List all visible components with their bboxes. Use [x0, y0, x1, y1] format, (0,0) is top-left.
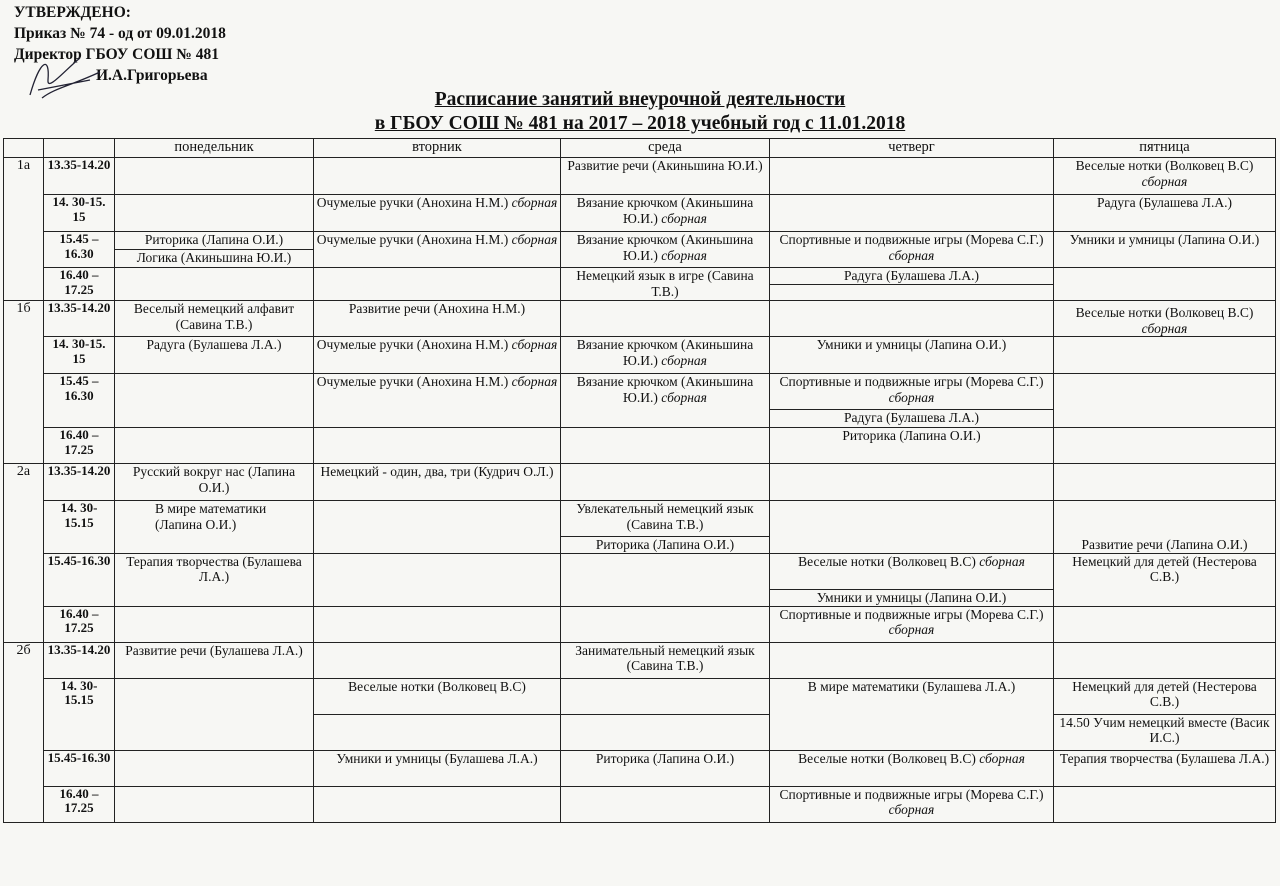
- schedule-table: [3, 138, 1276, 823]
- schedule-cell: [561, 301, 770, 337]
- schedule-cell: [314, 606, 561, 642]
- schedule-cell: Логика (Акиньшина Ю.И.): [115, 250, 314, 268]
- schedule-cell: [115, 606, 314, 642]
- schedule-cell: [561, 464, 770, 501]
- note-sbornaya: сборная: [888, 802, 935, 817]
- schedule-cell: Немецкий для детей (Нестерова С.В.): [1054, 553, 1276, 606]
- time-cell: 16.40 – 17.25: [44, 428, 115, 464]
- header-grade: [4, 139, 44, 158]
- time-cell: 15.45 – 16.30: [44, 374, 115, 428]
- table-row: [4, 553, 1276, 589]
- schedule-cell: Риторика (Лапина О.И.): [561, 750, 770, 786]
- header-time: [44, 139, 115, 158]
- schedule-cell: [561, 195, 770, 232]
- schedule-cell: [561, 678, 770, 714]
- schedule-cell: [314, 374, 561, 428]
- table-row: [4, 501, 1276, 537]
- schedule-cell: Немецкий язык в игре (Савина Т.В.): [561, 268, 770, 301]
- approval-order: Приказ № 74 - од от 09.01.2018: [14, 25, 226, 42]
- schedule-cell: [115, 374, 314, 428]
- schedule-cell: Риторика (Лапина О.И.): [115, 232, 314, 250]
- header-day: среда: [561, 139, 770, 158]
- approval-director: Директор ГБОУ СОШ № 481: [14, 46, 219, 63]
- schedule-cell: [115, 195, 314, 232]
- time-cell: 14. 30-15.15: [44, 678, 115, 750]
- schedule-cell: [561, 374, 770, 428]
- time-cell: 13.35-14.20: [44, 642, 115, 678]
- schedule-cell: [561, 786, 770, 822]
- schedule-cell: Терапия творчества (Булашева Л.А.): [115, 553, 314, 606]
- note-sbornaya: сборная: [979, 553, 1025, 569]
- schedule-cell: [314, 195, 561, 232]
- schedule-cell: Развитие речи (Лапина О.И.): [1054, 501, 1276, 554]
- schedule-cell: [561, 714, 770, 750]
- activity: Веселые нотки (Волковец В.С): [798, 750, 976, 766]
- time-cell: 13.35-14.20: [44, 158, 115, 195]
- schedule-cell: [314, 268, 561, 301]
- grade-cell: 2а: [4, 464, 44, 643]
- schedule-cell: [314, 553, 561, 606]
- note-sbornaya: сборная: [511, 232, 558, 247]
- schedule-cell: [115, 268, 314, 301]
- schedule-cell: [115, 158, 314, 195]
- time-cell: 16.40 – 17.25: [44, 606, 115, 642]
- activity: Очумелые ручки (Анохина Н.М.): [316, 195, 509, 210]
- schedule-cell: [115, 786, 314, 822]
- note-sbornaya: сборная: [888, 247, 935, 263]
- schedule-cell: [1054, 337, 1276, 374]
- schedule-cell: [770, 553, 1054, 589]
- table-row: [4, 268, 1276, 285]
- title-line-1: Расписание занятий внеурочной деятельности: [434, 89, 846, 110]
- schedule-cell: [770, 501, 1054, 554]
- schedule-cell: [1054, 374, 1276, 428]
- table-row: [4, 232, 1276, 250]
- schedule-cell: Умники и умницы (Булашева Л.А.): [314, 750, 561, 786]
- schedule-cell: [115, 750, 314, 786]
- activity: Очумелые ручки (Анохина Н.М.): [316, 232, 509, 247]
- schedule-cell: Развитие речи (Булашева Л.А.): [115, 642, 314, 678]
- table-row: [4, 786, 1276, 822]
- activity: Спортивные и подвижные игры (Морева С.Г.): [779, 374, 1044, 389]
- schedule-cell: [314, 158, 561, 195]
- time-cell: 13.35-14.20: [44, 301, 115, 337]
- note-sbornaya: сборная: [979, 750, 1025, 766]
- note-sbornaya: сборная: [661, 389, 707, 405]
- title-line-2: в ГБОУ СОШ № 481 на 2017 – 2018 учебный год с 11.01.2018: [374, 113, 906, 134]
- schedule-cell: [1054, 158, 1276, 195]
- activity: Вязание крючком (Акиньшина Ю.И.): [576, 337, 754, 368]
- schedule-cell: [770, 786, 1054, 822]
- schedule-cell: [1054, 786, 1276, 822]
- schedule-cell: Занимательный немецкий язык (Савина Т.В.): [561, 642, 770, 678]
- schedule-cell: [1054, 606, 1276, 642]
- time-cell: 15.45-16.30: [44, 750, 115, 786]
- table-row: [4, 301, 1276, 337]
- schedule-cell: Риторика (Лапина О.И.): [561, 537, 770, 554]
- schedule-cell: Развитие речи (Анохина Н.М.): [314, 301, 561, 337]
- schedule-cell: Радуга (Булашева Л.А.): [115, 337, 314, 374]
- schedule-cell: Русский вокруг нас (Лапина О.И.): [115, 464, 314, 501]
- schedule-cell: [314, 642, 561, 678]
- time-cell: 14. 30-15. 15: [44, 337, 115, 374]
- table-row: [4, 195, 1276, 232]
- note-sbornaya: сборная: [511, 374, 558, 389]
- time-cell: 15.45-16.30: [44, 553, 115, 606]
- table-row: [4, 428, 1276, 446]
- time-cell: 16.40 – 17.25: [44, 786, 115, 822]
- schedule-cell: [314, 501, 561, 554]
- schedule-cell: [1054, 464, 1276, 501]
- header-day: понедельник: [115, 139, 314, 158]
- time-cell: 14. 30-15.15: [44, 501, 115, 554]
- schedule-cell: [770, 301, 1054, 337]
- table-row: [4, 337, 1276, 374]
- activity: Веселые нотки (Волковец В.С): [1075, 305, 1254, 320]
- schedule-cell: [770, 606, 1054, 642]
- schedule-cell: [561, 606, 770, 642]
- activity: Спортивные и подвижные игры (Морева С.Г.): [779, 786, 1044, 802]
- activity: Веселые нотки (Волковец В.С): [1075, 158, 1254, 173]
- schedule-cell: Риторика (Лапина О.И.): [770, 428, 1054, 464]
- schedule-cell: [770, 464, 1054, 501]
- note-sbornaya: сборная: [661, 210, 707, 226]
- grade-cell: 1а: [4, 158, 44, 301]
- schedule-cell: [1054, 428, 1276, 464]
- schedule-cell: [561, 158, 770, 195]
- schedule-cell: [1054, 195, 1276, 232]
- schedule-cell: [561, 337, 770, 374]
- activity: Очумелые ручки (Анохина Н.М.): [316, 374, 509, 389]
- schedule-cell: В мире математики (Лапина О.И.): [115, 501, 314, 554]
- time-cell: 13.35-14.20: [44, 464, 115, 501]
- schedule-cell: [115, 428, 314, 464]
- schedule-cell: [770, 374, 1054, 410]
- note-sbornaya: сборная: [511, 195, 558, 210]
- schedule-cell: Терапия творчества (Булашева Л.А.): [1054, 750, 1276, 786]
- page-title: [300, 88, 980, 136]
- table-header-row: [4, 139, 1276, 158]
- schedule-cell: Умники и умницы (Лапина О.И.): [770, 589, 1054, 606]
- schedule-cell: [314, 786, 561, 822]
- schedule-cell: [1054, 301, 1276, 337]
- activity: Вязание крючком (Акиньшина Ю.И.): [576, 195, 754, 226]
- note-sbornaya: сборная: [888, 622, 935, 637]
- schedule-cell: [314, 428, 561, 464]
- schedule-cell: [770, 232, 1054, 268]
- schedule-cell: [770, 158, 1054, 195]
- schedule-cell: [770, 195, 1054, 232]
- schedule-cell: Веселый немецкий алфавит (Савина Т.В.): [115, 301, 314, 337]
- activity: Вязание крючком (Акиньшина Ю.И.): [576, 232, 754, 263]
- schedule-cell: [1054, 642, 1276, 678]
- time-cell: 15.45 – 16.30: [44, 232, 115, 268]
- schedule-cell: Радуга (Булашева Л.А.): [770, 410, 1054, 428]
- table-row: [4, 678, 1276, 714]
- note-sbornaya: сборная: [661, 247, 707, 263]
- schedule-cell: 14.50 Учим немецкий вместе (Васик И.С.): [1054, 714, 1276, 750]
- time-cell: 14. 30-15. 15: [44, 195, 115, 232]
- table-row: [4, 374, 1276, 410]
- schedule-cell: [314, 232, 561, 268]
- schedule-cell: Увлекательный немецкий язык (Савина Т.В.): [561, 501, 770, 537]
- schedule-cell: Радуга (Булашева Л.А.): [770, 268, 1054, 285]
- approval-director-name: И.А.Григорьева: [96, 67, 208, 84]
- note-sbornaya: сборная: [661, 352, 707, 368]
- approval-heading: УТВЕРЖДЕНО:: [14, 4, 131, 21]
- activity: Вязание крючком (Акиньшина Ю.И.): [576, 374, 754, 405]
- activity: Веселые нотки (Волковец В.С): [798, 553, 976, 569]
- time-cell: 16.40 – 17.25: [44, 268, 115, 301]
- schedule-cell: Веселые нотки (Волковец В.С): [314, 678, 561, 714]
- activity: Развитие речи (Акиньшина Ю.И.): [567, 158, 763, 173]
- header-day: четверг: [770, 139, 1054, 158]
- schedule-cell: [314, 714, 561, 750]
- header-day: пятница: [1054, 139, 1276, 158]
- schedule-cell: [1054, 268, 1276, 301]
- activity: Радуга (Булашева Л.А.): [1097, 195, 1232, 210]
- schedule-cell: [561, 428, 770, 464]
- schedule-cell: [561, 553, 770, 606]
- schedule-cell: [770, 750, 1054, 786]
- note-sbornaya: сборная: [888, 389, 935, 405]
- schedule-cell: Умники и умницы (Лапина О.И.): [770, 337, 1054, 374]
- header-day: вторник: [314, 139, 561, 158]
- table-row: [4, 464, 1276, 501]
- activity: Спортивные и подвижные игры (Морева С.Г.): [779, 606, 1044, 622]
- schedule-cell: [770, 285, 1054, 301]
- table-row: [4, 642, 1276, 678]
- note-sbornaya: сборная: [511, 337, 558, 352]
- schedule-cell: [561, 232, 770, 268]
- table-row: [4, 750, 1276, 786]
- table-row: [4, 606, 1276, 624]
- schedule-cell: Умники и умницы (Лапина О.И.): [1054, 232, 1276, 268]
- schedule-cell: Немецкий - один, два, три (Кудрич О.Л.): [314, 464, 561, 501]
- schedule-cell: В мире математики (Булашева Л.А.): [770, 678, 1054, 750]
- schedule-cell: Немецкий для детей (Нестерова С.В.): [1054, 678, 1276, 714]
- signature-icon: [20, 50, 110, 105]
- schedule-cell: [115, 678, 314, 750]
- note-sbornaya: сборная: [1141, 320, 1188, 336]
- grade-cell: 1б: [4, 301, 44, 464]
- schedule-cell: [770, 642, 1054, 678]
- activity: Очумелые ручки (Анохина Н.М.): [316, 337, 509, 352]
- schedule-cell: [314, 337, 561, 374]
- note-sbornaya: сборная: [1141, 173, 1188, 189]
- grade-cell: 2б: [4, 642, 44, 822]
- table-row: [4, 158, 1276, 195]
- activity: Спортивные и подвижные игры (Морева С.Г.): [779, 232, 1044, 247]
